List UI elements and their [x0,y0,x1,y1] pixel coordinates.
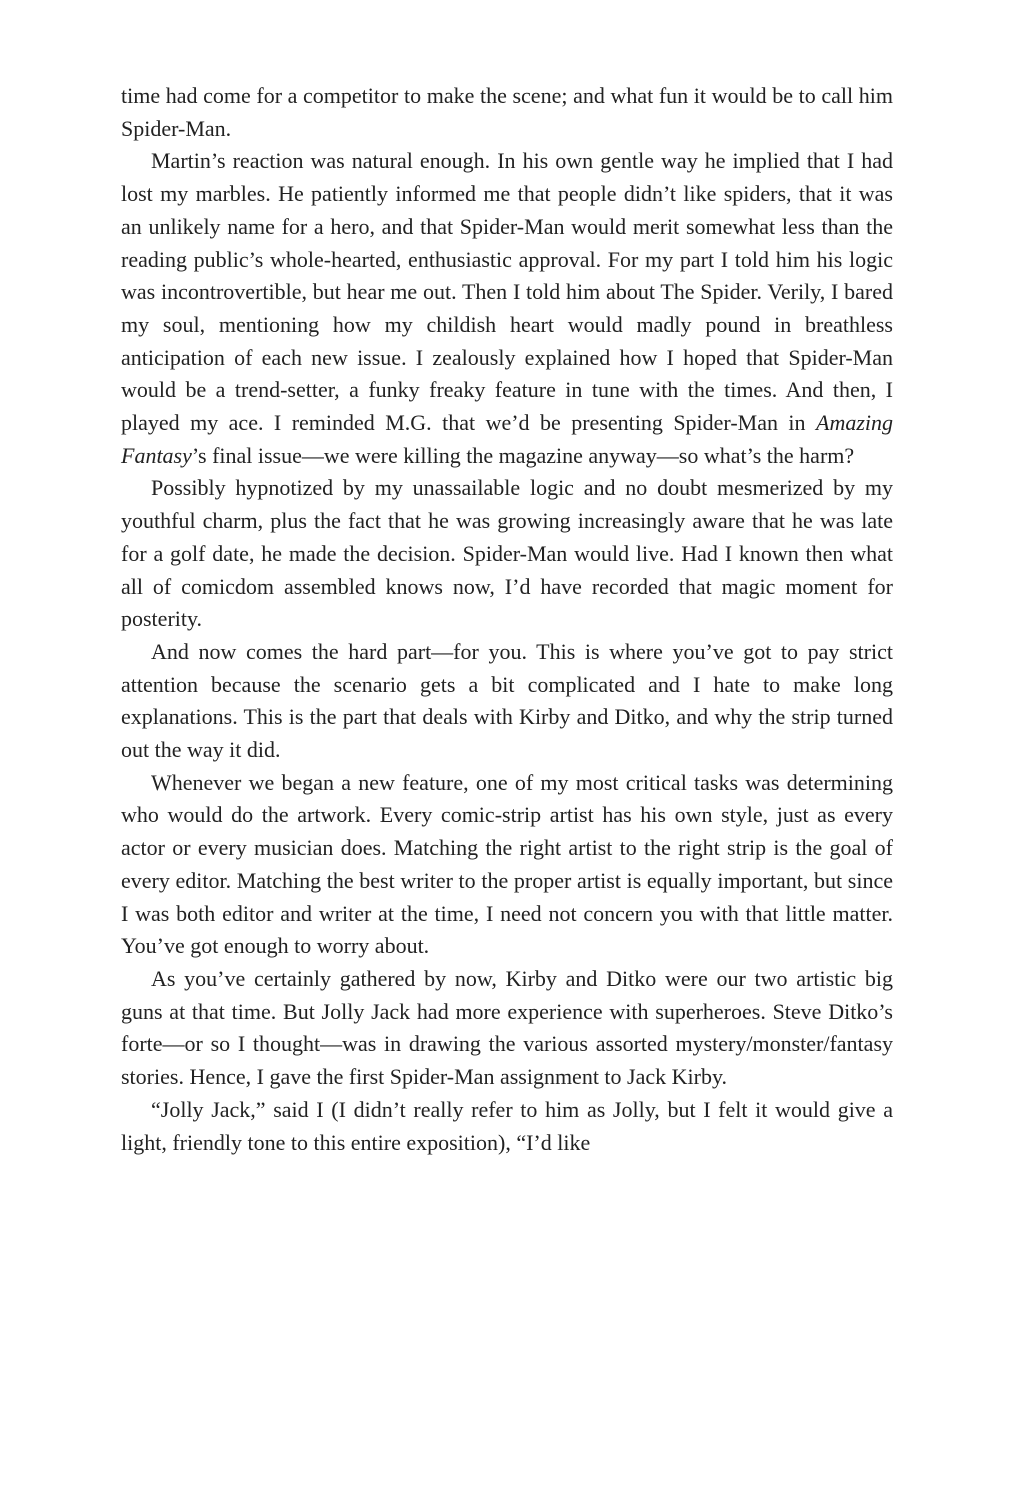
paragraph-2 [121,145,893,472]
paragraph-2-text-part-1: Martin’s reaction was natural enough. In his own gentle way he implied that I had lost my marbles. He patiently informed me that people didn’t like spiders, that it was an unlikely name for a hero, and that Spider-Man would merit somewhat less than the reading public’s whole-hearted, enthusiastic approval. For my part I told him his logic was incontrovertible, but hear me out. Then I told him about The Spider. Verily, I bared my soul, mentioning how my childish heart would madly pound in breathless anticipation of each new issue. I zealously explained how I hoped that Spider-Man would be a trend-setter, a funky freaky feature in tune with the times. And then, I played my ace. I reminded M.G. that we’d be presenting Spider-Man in [121,148,893,436]
magazine-title: Amazing Fantasy [121,410,893,468]
paragraph-7-text: “Jolly Jack,” said I (I didn’t really refer to him as Jolly, but I felt it would give a light, friendly tone to this entire exposition), “I’d like [121,1096,893,1155]
paragraph-6-text: As you’ve certainly gathered by now, Kirby and Ditko were our two artistic big guns at that time. But Jolly Jack had more experience with superheroes. Steve Ditko’s forte—or so I thought—was in drawing the various assorted mystery/monster/fantasy stories. Hence, I gave the first Spider-Man assignment to Jack Kirby. [121,965,893,1090]
paragraph-2-text-part-2: ’s final issue—we were killing the magazine anyway—so what’s the harm? [191,442,855,468]
paragraph-5-text: Whenever we began a new feature, one of my most critical tasks was determining who would do the artwork. Every comic-strip artist has his own style, just as every actor or every musician does. Matching the right artist to the right strip is the goal of every editor. Matching the best writer to the proper artist is equally important, but since I was both editor and writer at the time, I need not concern you with that little matter. You’ve got enough to worry about. [121,769,893,959]
paragraph-5 [121,767,893,963]
paragraph-1-text: time had come for a competitor to make the scene; and what fun it would be to call him Spider-Man. [121,83,893,141]
paragraph-4-text: And now comes the hard part—for you. This is where you’ve got to pay strict attention because the scenario gets a bit complicated and I hate to make long explanations. This is the part that deals with Kirby and Ditko, and why the strip turned out the way it did. [121,638,893,763]
paragraph-6 [121,963,893,1094]
paragraph-1 [121,80,893,145]
paragraph-3-text: Possibly hypnotized by my unassailable logic and no doubt mesmerized by my youthful charm, plus the fact that he was growing increasingly aware that he was late for a golf date, he made the decision. Spider-Man would live. Had I known then what all of comicdom assembled knows now, I’d have recorded that magic moment for posterity. [121,475,893,632]
paragraph-7 [121,1094,893,1159]
paragraph-4 [121,636,893,767]
book-page [121,80,893,1159]
paragraph-3 [121,472,893,636]
